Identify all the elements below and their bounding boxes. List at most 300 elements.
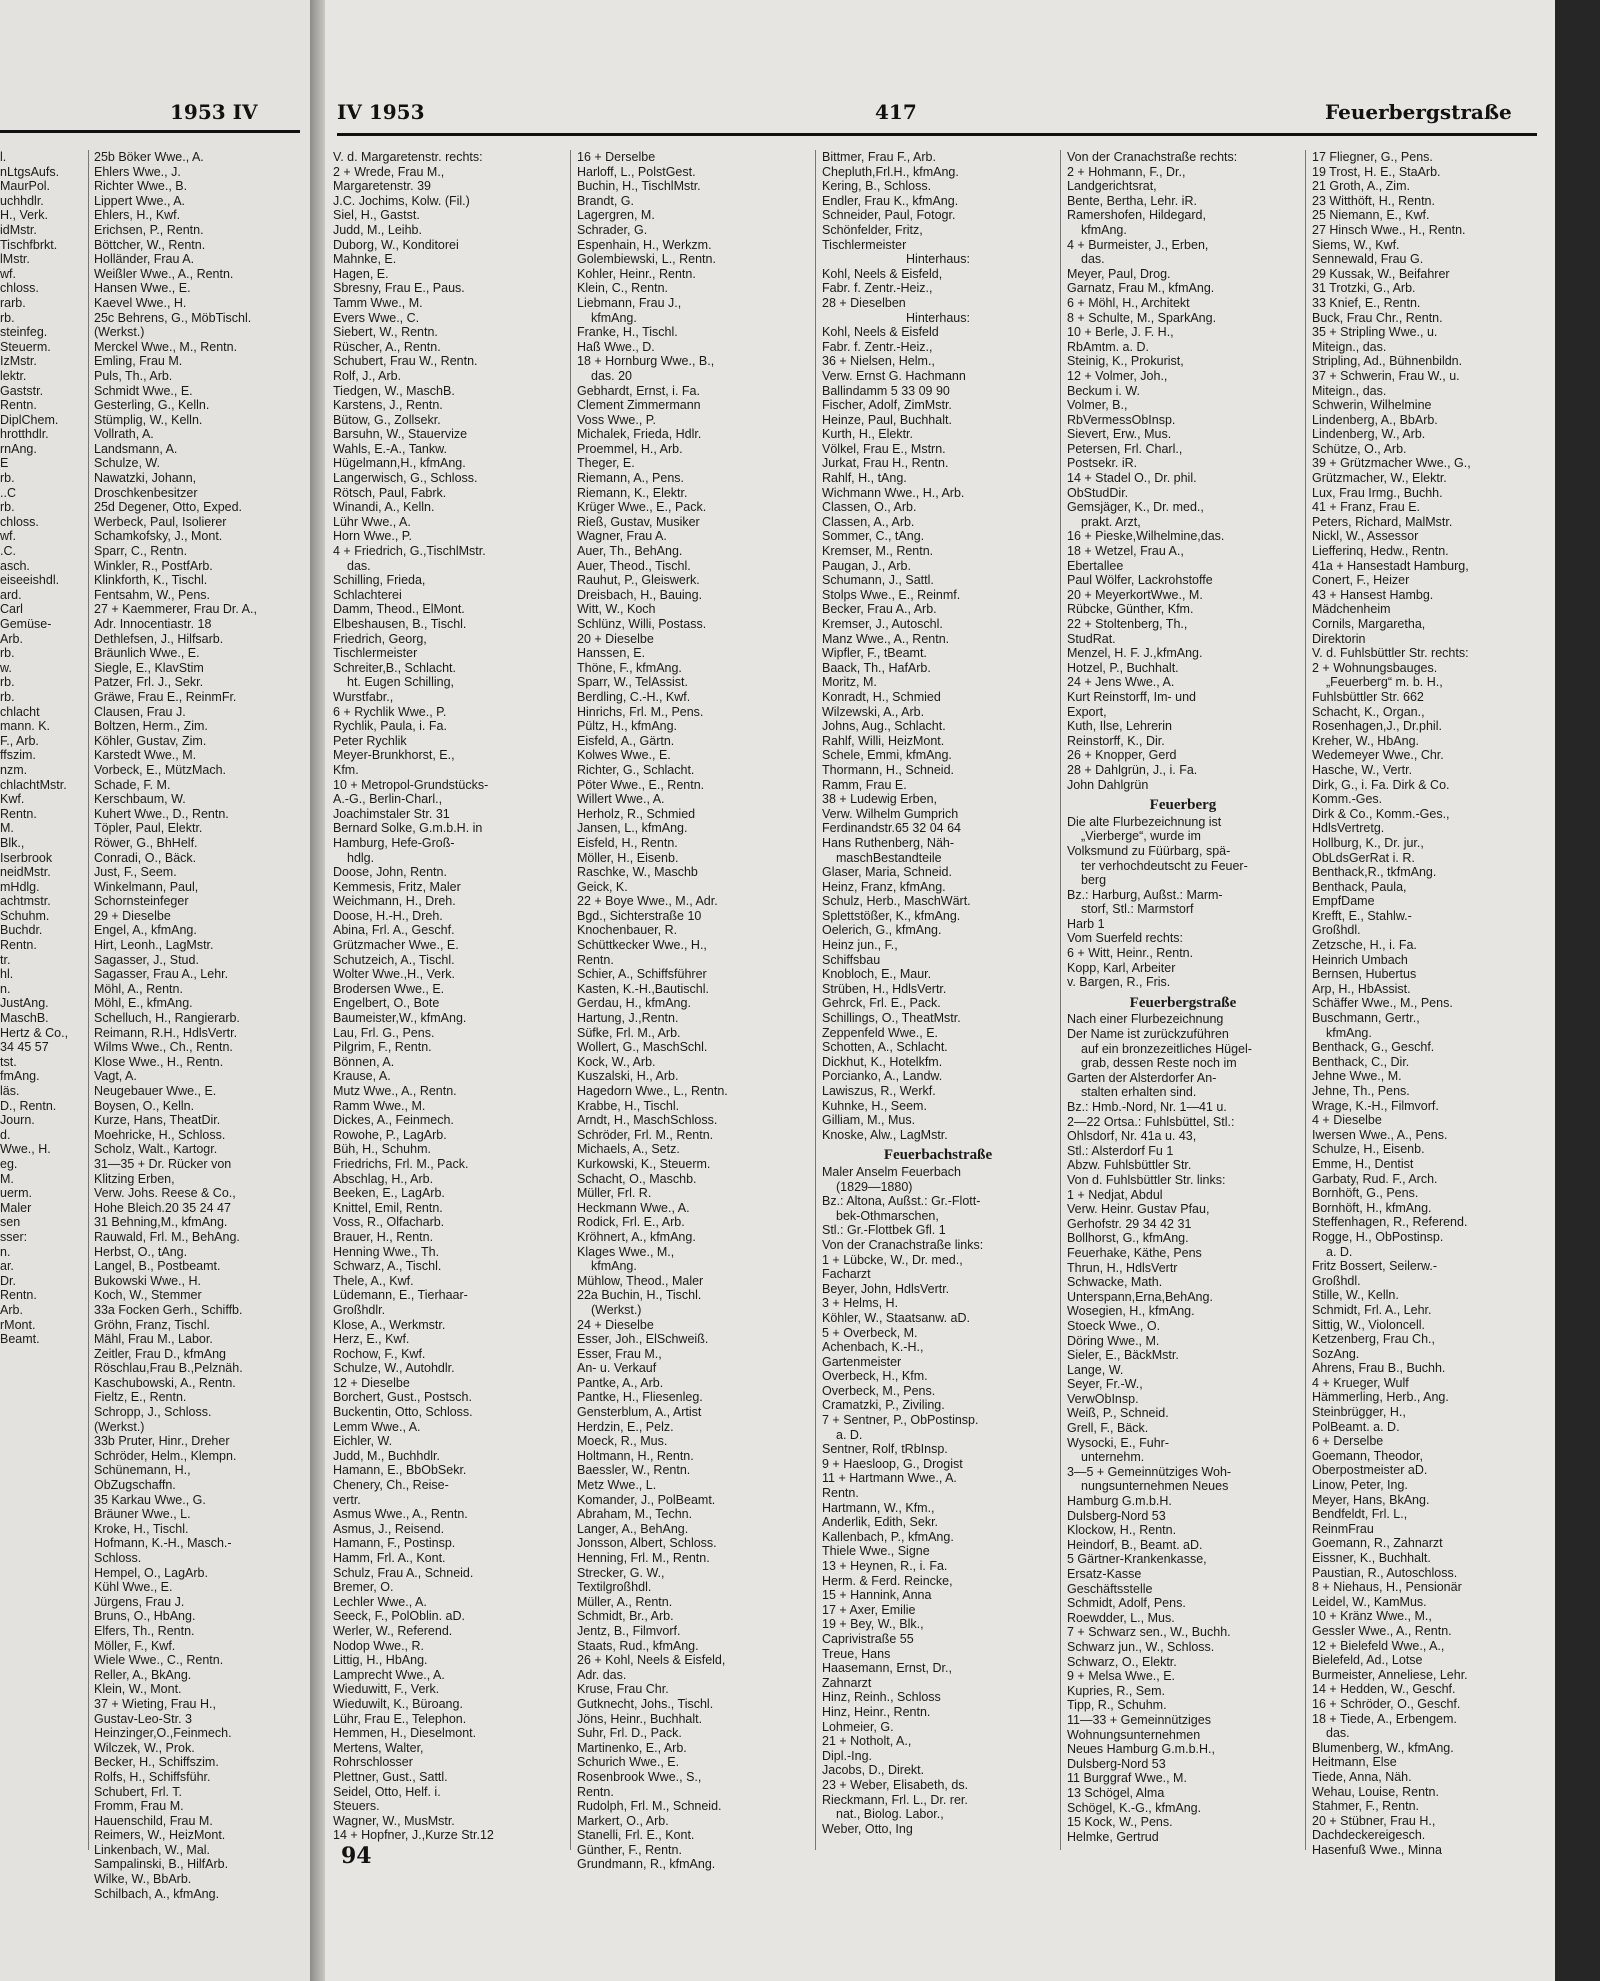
directory-entry: Bönnen, A. <box>333 1054 395 1069</box>
directory-entry: Henning Wwe., Th. <box>333 1244 440 1259</box>
directory-entry: Iserbrook <box>0 850 53 865</box>
directory-entry: Steuers. <box>333 1799 380 1814</box>
directory-entry: das. <box>1081 252 1105 267</box>
directory-entry: Miteign., das. <box>1312 383 1387 398</box>
directory-entry: A.-G., Berlin-Charl., <box>333 792 443 807</box>
directory-entry: MaschB. <box>0 1011 49 1026</box>
directory-entry: Köhler, Gustav, Zim. <box>94 733 207 748</box>
directory-entry: Rahlf, Willi, HeizMont. <box>822 733 945 748</box>
directory-entry: Schuhm. <box>0 908 50 923</box>
directory-entry: n. <box>0 981 11 996</box>
directory-entry: Kuth, Ilse, Lehrerin <box>1067 719 1172 734</box>
directory-entry: Pültz, H., kfmAng. <box>577 719 678 734</box>
directory-entry: Tipp, R., Schuhm. <box>1067 1698 1167 1713</box>
directory-entry: Blumenberg, W., kfmAng. <box>1312 1740 1454 1755</box>
directory-entry: Seyer, Fr.-W., <box>1067 1377 1143 1392</box>
directory-entry: Koch, W., Stemmer <box>94 1288 202 1303</box>
directory-entry: Schornsteinfeger <box>94 894 189 909</box>
directory-entry: rb. <box>0 500 15 515</box>
directory-entry: EmpfDame <box>1312 894 1375 909</box>
directory-entry: Knoske, Alw., LagMstr. <box>822 1127 948 1142</box>
directory-entry: Dulsberg-Nord 53 <box>1067 1756 1166 1771</box>
directory-entry: Kurth, H., Elektr. <box>822 427 914 442</box>
directory-entry: Emme, H., Dentist <box>1312 1156 1414 1171</box>
directory-entry: Mühlow, Theod., Maler <box>577 1273 704 1288</box>
directory-entry: PolBeamt. a. D. <box>1312 1419 1400 1434</box>
directory-entry: Beamt. <box>0 1332 40 1347</box>
directory-entry: Pantke, A., Arb. <box>577 1375 664 1390</box>
directory-entry: Jacobs, D., Direkt. <box>822 1763 925 1778</box>
directory-entry: Hempel, O., LagArb. <box>94 1565 208 1580</box>
directory-entry: Schubert, Frau W., Rentn. <box>333 354 478 369</box>
directory-entry: Caprivistraße 55 <box>822 1631 914 1646</box>
directory-entry: Hertz & Co., <box>0 1025 69 1040</box>
directory-entry: Porcianko, A., Landw. <box>822 1069 943 1084</box>
directory-entry: (Werkst.) <box>94 325 145 340</box>
directory-entry: Krabbe, H., Tischl. <box>577 1098 680 1113</box>
directory-entry: Gebhardt, Ernst, i. Fa. <box>577 383 700 398</box>
directory-entry: a. D. <box>836 1427 863 1442</box>
directory-entry: Tischfbrkt. <box>0 237 58 252</box>
directory-entry: Ehlers Wwe., J. <box>94 164 181 179</box>
directory-entry: Schropp, J., Schloss. <box>94 1405 212 1420</box>
directory-entry: Haß Wwe., D. <box>577 339 655 354</box>
directory-entry: Jurkat, Frau H., Rentn. <box>822 456 949 471</box>
directory-entry: Maler <box>0 1200 32 1215</box>
directory-entry: Fritz Bossert, Seilerw.- <box>1312 1259 1438 1274</box>
directory-entry: Anderlik, Edith, Sekr. <box>822 1515 939 1530</box>
directory-entry: wf. <box>0 266 16 281</box>
directory-entry: 33 Knief, E., Rentn. <box>1312 295 1421 310</box>
directory-entry: Schloss. <box>94 1551 142 1565</box>
directory-entry: Kemmesis, Fritz, Maler <box>333 879 461 894</box>
directory-entry: Komander, J., PolBeamt. <box>577 1492 716 1507</box>
directory-entry: 3 + Helms, H. <box>822 1296 899 1311</box>
directory-entry: Unterspann,Erna,BehAng. <box>1067 1289 1213 1304</box>
directory-entry: Wurstfabr., <box>333 689 394 704</box>
directory-entry: Asmus Wwe., A., Rentn. <box>333 1507 468 1522</box>
directory-entry: Schacht, O., Maschb. <box>577 1171 697 1186</box>
directory-entry: Kerschbaum, W. <box>94 792 186 807</box>
directory-entry: 10 + Berle, J. F. H., <box>1067 325 1174 340</box>
directory-entry: Harb 1 <box>1067 916 1105 931</box>
directory-entry: 31—35 + Dr. Rücker von <box>94 1156 232 1171</box>
directory-entry: Rübcke, Günther, Kfm. <box>1067 602 1194 617</box>
directory-entry: Hämmerling, Herb., Ang. <box>1312 1390 1449 1405</box>
directory-entry: Emling, Frau M. <box>94 354 183 369</box>
directory-entry: Glaser, Maria, Schneid. <box>822 865 952 880</box>
directory-entry: Kurkowski, K., Steuerm. <box>577 1156 711 1171</box>
directory-entry: rnAng. <box>0 441 37 456</box>
directory-entry: Clement Zimmermann <box>577 398 701 413</box>
directory-entry: sen <box>0 1215 21 1230</box>
directory-entry: Engel, A., kfmAng. <box>94 923 197 938</box>
directory-entry: Adr. das. <box>577 1667 627 1682</box>
directory-entry: Wolter Wwe.,H., Verk. <box>333 967 456 982</box>
directory-entry: Thöne, F., kfmAng. <box>577 660 682 675</box>
directory-entry: Tischlermeister <box>333 646 418 661</box>
directory-entry: Stanelli, Frl. E., Kont. <box>577 1828 695 1843</box>
directory-entry: 11 + Hartmann Wwe., A. <box>822 1471 957 1486</box>
directory-entry: Gartenmeister <box>822 1354 902 1369</box>
directory-entry: Berdling, C.-H., Kwf. <box>577 689 691 704</box>
directory-entry: SozAng. <box>1312 1346 1360 1361</box>
directory-entry: Just, F., Seem. <box>94 865 177 880</box>
directory-entry: Jöns, Heinr., Buchhalt. <box>577 1711 703 1726</box>
directory-entry: Droschkenbesitzer <box>94 485 198 500</box>
directory-entry: Völkel, Frau E., Mstrn. <box>822 441 946 456</box>
directory-entry: Bielefeld, Ad., Lotse <box>1312 1653 1423 1668</box>
directory-entry: Horn Wwe., P. <box>333 529 412 544</box>
directory-entry: 4 + Friedrich, G.,TischlMstr. <box>333 544 486 559</box>
directory-entry: 14 + Stadel O., Dr. phil. <box>1067 471 1197 486</box>
directory-entry: Bente, Bertha, Lehr. iR. <box>1067 193 1197 208</box>
directory-entry: Krüger Wwe., E., Pack. <box>577 500 707 515</box>
directory-entry: Bendfeldt, Frl. L., <box>1312 1507 1408 1522</box>
directory-entry: Dickhut, K., Hotelkfm. <box>822 1054 943 1069</box>
directory-entry: Doose, H.-H., Dreh. <box>333 908 443 923</box>
directory-entry: 16 + Pieske,Wilhelmine,das. <box>1067 529 1225 544</box>
directory-entry: Mähl, Frau M., Labor. <box>94 1332 213 1347</box>
directory-entry: Sparr, W., TelAssist. <box>577 675 688 690</box>
directory-entry: Journ. <box>0 1113 35 1128</box>
directory-entry: Baumeister,W., kfmAng. <box>333 1011 467 1026</box>
column-divider <box>88 150 89 1850</box>
directory-entry: Garnatz, Frau M., kfmAng. <box>1067 281 1215 296</box>
directory-entry: Heinze, Paul, Buchhalt. <box>822 412 952 427</box>
directory-entry: uchhdlr. <box>0 193 44 208</box>
directory-entry: Damm, Theod., ElMont. <box>333 602 465 617</box>
directory-entry: Vagt, A. <box>94 1069 137 1084</box>
directory-entry: Ahrens, Frau B., Buchh. <box>1312 1361 1446 1376</box>
directory-entry: Rentn. <box>0 1288 37 1303</box>
directory-column-1 <box>333 150 565 1843</box>
directory-entry: Wipfler, F., tBeamt. <box>822 646 927 661</box>
directory-entry: Dulsberg-Nord 53 <box>1067 1508 1166 1523</box>
directory-entry: Paustian, R., Autoschloss. <box>1312 1565 1458 1580</box>
directory-entry: Ballindamm 5 33 09 90 <box>822 383 950 398</box>
right-page-header-left: IV 1953 <box>337 100 425 124</box>
directory-entry: Liefferinq, Hedw., Rentn. <box>1312 544 1449 559</box>
directory-entry: VerwObInsp. <box>1067 1391 1139 1406</box>
directory-entry: kfmAng. <box>591 1259 637 1274</box>
directory-entry: Theger, E. <box>577 456 635 471</box>
directory-entry: Linow, Peter, Ing. <box>1312 1478 1408 1493</box>
directory-entry: Schulz, Herb., MaschWärt. <box>822 894 971 909</box>
directory-entry: Lindenberg, W., Arb. <box>1312 427 1426 442</box>
directory-entry: Buckentin, Otto, Schloss. <box>333 1405 473 1420</box>
directory-entry: Winandi, A., Kelln. <box>333 500 435 515</box>
directory-entry: Brauer, H., Rentn. <box>333 1229 434 1244</box>
directory-entry: Chepluth,Frl.H., kfmAng. <box>822 164 959 179</box>
directory-entry: 41a + Hansestadt Hamburg, <box>1312 558 1469 573</box>
directory-entry: 22 + Boye Wwe., M., Adr. <box>577 894 718 909</box>
directory-entry: Klose Wwe., H., Rentn. <box>94 1054 224 1069</box>
directory-entry: Landgerichtsrat, <box>1067 179 1157 194</box>
directory-entry: Stahmer, F., Rentn. <box>1312 1799 1419 1814</box>
directory-entry: Sampalinski, B., HilfArb. <box>94 1857 229 1872</box>
directory-entry: 19 + Bey, W., Blk., <box>822 1617 924 1632</box>
directory-entry: Judd, M., Leihb. <box>333 222 422 237</box>
directory-entry: Wilzewski, A., Arb. <box>822 704 925 719</box>
directory-entry: Dirk, G., i. Fa. Dirk & Co. <box>1312 777 1450 792</box>
directory-entry: Peter Rychlik <box>333 733 407 748</box>
directory-entry: Jentz, B., Filmvorf. <box>577 1623 681 1638</box>
directory-entry: 2 + Wrede, Frau M., <box>333 164 445 179</box>
directory-entry: 27 Hinsch Wwe., H., Rentn. <box>1312 222 1466 237</box>
directory-entry: Röwer, G., BhHelf. <box>94 835 198 850</box>
directory-entry: Steffenhagen, R., Referend. <box>1312 1215 1468 1230</box>
directory-entry: Seidel, Otto, Helf. i. <box>333 1784 441 1799</box>
directory-entry: Mertens, Walter, <box>333 1740 424 1755</box>
directory-entry: 18 + Wetzel, Frau A., <box>1067 544 1184 559</box>
directory-entry: 6 + Rychlik Wwe., P. <box>333 704 447 719</box>
directory-entry: Schulze, W., Autohdlr. <box>333 1361 455 1376</box>
directory-entry: ObStudDir. <box>1067 485 1129 500</box>
directory-entry: Schreiter,B., Schlacht. <box>333 660 456 675</box>
directory-column-3 <box>822 150 1054 1836</box>
directory-entry: Sittig, W., Violoncell. <box>1312 1317 1426 1332</box>
directory-entry: Thele, A., Kwf. <box>333 1273 414 1288</box>
directory-entry: Stoeck Wwe., O. <box>1067 1318 1161 1333</box>
directory-entry: Schlachterei <box>333 587 402 602</box>
directory-entry: Hagedorn Wwe., L., Rentn. <box>577 1084 728 1098</box>
directory-entry: Auer, Th., BehAng. <box>577 544 683 559</box>
directory-entry: Hirt, Leonh., LagMstr. <box>94 938 214 953</box>
directory-entry: Karstens, J., Rentn. <box>333 398 443 413</box>
directory-entry: JustAng. <box>0 996 49 1011</box>
directory-entry: Schmidt Wwe., E. <box>94 383 193 398</box>
left-column-fragment <box>0 150 82 1347</box>
directory-entry: Ramm, Frau E. <box>822 777 907 792</box>
directory-entry: Tischlermeister <box>822 237 907 252</box>
directory-entry: hdlg. <box>347 850 375 865</box>
directory-entry: Schmidt, Adolf, Pens. <box>1067 1596 1186 1611</box>
directory-entry: Wollert, G., MaschSchl. <box>577 1040 708 1055</box>
directory-entry: Weiß, P., Schneid. <box>1067 1406 1169 1421</box>
directory-entry: Schurich Wwe., E. <box>577 1755 680 1770</box>
directory-entry: Möhl, A., Rentn. <box>94 981 183 996</box>
directory-entry: Möhl, E., kfmAng. <box>94 996 193 1011</box>
directory-entry: Feuerhake, Käthe, Pens <box>1067 1245 1202 1260</box>
directory-entry: Leidel, W., KamMus. <box>1312 1594 1427 1609</box>
directory-entry: ..C <box>0 485 16 500</box>
directory-entry: steinfeg. <box>0 325 48 340</box>
directory-entry: Rieckmann, Frl. L., Dr. rer. <box>822 1792 968 1807</box>
scan-edge <box>1555 0 1600 1981</box>
directory-entry: Wagner, W., MusMstr. <box>333 1813 455 1828</box>
directory-entry: Hasche, W., Vertr. <box>1312 762 1413 777</box>
directory-entry: Rötsch, Paul, Fabrk. <box>333 485 447 500</box>
directory-entry: Hauenschild, Frau M. <box>94 1813 213 1828</box>
directory-entry: ht. Eugen Schilling, <box>347 675 455 690</box>
directory-entry: Heindorf, B., Beamt. aD. <box>1067 1537 1203 1552</box>
directory-entry: (Werkst.) <box>591 1302 642 1317</box>
directory-entry: 6 + Witt, Heinr., Rentn. <box>1067 946 1194 961</box>
directory-entry: Herbst, O., tAng. <box>94 1244 188 1259</box>
directory-entry: Ramershofen, Hildegard, <box>1067 208 1206 223</box>
directory-entry: Neues Hamburg G.m.b.H., <box>1067 1742 1215 1757</box>
directory-entry: Wieduwilt, K., Büroang. <box>333 1696 463 1711</box>
directory-entry: (Werkst.) <box>94 1419 145 1434</box>
directory-entry: Haasemann, Ernst, Dr., <box>822 1661 952 1676</box>
directory-entry: rMont. <box>0 1317 36 1332</box>
directory-entry: d. <box>0 1127 11 1142</box>
directory-entry: 11—33 + Gemeinnütziges <box>1067 1712 1211 1727</box>
directory-column-2 <box>577 150 809 1872</box>
directory-entry: Heinz, Franz, kfmAng. <box>822 879 946 894</box>
directory-entry: Wwe., H. <box>0 1142 51 1157</box>
directory-entry: Möller, H., Eisenb. <box>577 850 679 865</box>
directory-entry: Wiele Wwe., C., Rentn. <box>94 1653 224 1668</box>
directory-entry: Lühr, Frau E., Telephon. <box>333 1711 467 1726</box>
directory-entry: Büh, H., Schuhm. <box>333 1142 431 1157</box>
directory-entry: Meyer, Hans, BkAng. <box>1312 1492 1430 1507</box>
directory-entry: Suhr, Frl. D., Pack. <box>577 1726 682 1741</box>
directory-entry: Gilliam, M., Mus. <box>822 1113 916 1128</box>
directory-entry: Rochow, F., Kwf. <box>333 1346 426 1361</box>
directory-entry: Schüttkecker Wwe., H., <box>577 938 707 953</box>
directory-entry: Evers Wwe., C. <box>333 310 420 325</box>
directory-entry: Esser, Frau M., <box>577 1346 662 1361</box>
directory-entry: Von der Cranachstraße rechts: <box>1067 150 1238 164</box>
directory-entry: StudRat. <box>1067 631 1116 646</box>
directory-entry: Kaschubowski, A., Rentn. <box>94 1375 236 1390</box>
directory-entry: Ramm Wwe., M. <box>333 1098 426 1113</box>
directory-entry: Reinstorff, K., Dir. <box>1067 733 1165 748</box>
directory-entry: Abzw. Fuhlsbüttler Str. <box>1067 1158 1192 1173</box>
directory-entry: An- u. Verkauf <box>577 1361 657 1376</box>
directory-entry: Bräunlich Wwe., E. <box>94 646 200 661</box>
directory-entry: 25b Böker Wwe., A. <box>94 150 204 164</box>
directory-entry: 33a Focken Gerh., Schiffb. <box>94 1302 243 1317</box>
directory-entry: Kwf. <box>0 792 25 807</box>
directory-entry: Knobloch, E., Maur. <box>822 967 932 982</box>
directory-entry: Schiffsbau <box>822 952 881 967</box>
directory-entry: 12 + Dieselbe <box>333 1375 410 1390</box>
directory-entry: M. <box>0 1171 14 1186</box>
directory-entry: Elbeshausen, B., Tischl. <box>333 617 467 631</box>
directory-entry: 22 + Stoltenberg, Th., <box>1067 617 1188 631</box>
directory-entry: 26 + Knopper, Gerd <box>1067 748 1177 763</box>
directory-entry: Kopp, Karl, Arbeiter <box>1067 960 1176 975</box>
directory-entry: Oberpostmeister aD. <box>1312 1463 1428 1478</box>
directory-entry: HdlsVertretg. <box>1312 821 1385 836</box>
directory-entry: Schade, F. M. <box>94 777 171 792</box>
directory-entry: 15 Kock, W., Pens. <box>1067 1815 1173 1830</box>
directory-entry: Klages Wwe., M., <box>577 1244 675 1259</box>
directory-entry: Konradt, H., Schmied <box>822 689 941 704</box>
directory-entry: Neugebauer Wwe., E. <box>94 1084 217 1098</box>
directory-entry: Barsuhn, W., Stauervize <box>333 427 468 442</box>
directory-entry: Bütow, G., Zollsekr. <box>333 412 441 427</box>
directory-entry: 24 + Dieselbe <box>577 1317 654 1332</box>
directory-entry: Kremser, M., Rentn. <box>822 544 934 559</box>
directory-entry: 22a Buchin, H., Tischl. <box>577 1288 702 1303</box>
directory-entry: 28 + Dahlgrün, J., i. Fa. <box>1067 762 1198 777</box>
directory-entry: nLtgsAufs. <box>0 164 60 179</box>
directory-entry: Schütze, O., Arb. <box>1312 441 1407 456</box>
directory-entry: Bz.: Altona, Außst.: Gr.-Flott- <box>822 1194 981 1209</box>
directory-entry: Zahnarzt <box>822 1675 872 1690</box>
directory-entry: Hügelmann,H., kfmAng. <box>333 456 466 471</box>
directory-entry: tst. <box>0 1054 17 1069</box>
directory-entry: Rosenhagen,J., Dr.phil. <box>1312 719 1442 734</box>
directory-entry: Strüben, H., HdlsVertr. <box>822 981 947 996</box>
directory-entry: Plettner, Gust., Sattl. <box>333 1769 448 1784</box>
directory-entry: Thiele Wwe., Signe <box>822 1544 930 1559</box>
directory-entry: H., Verk. <box>0 208 48 223</box>
directory-entry: grab, dessen Reste noch im <box>1081 1056 1237 1071</box>
directory-column-5 <box>1312 150 1544 1857</box>
directory-entry: Schneider, Paul, Fotogr. <box>822 208 956 223</box>
directory-entry: Doose, John, Rentn. <box>333 865 447 880</box>
directory-entry: 8 + Niehaus, H., Pensionär <box>1312 1580 1462 1595</box>
directory-entry: Wohnungsunternehmen <box>1067 1727 1201 1742</box>
directory-entry: 2—22 Ortsa.: Fuhlsbüttel, Stl.: <box>1067 1114 1235 1129</box>
directory-entry: Schulze, H., Eisenb. <box>1312 1142 1425 1157</box>
directory-entry: achtmstr. <box>0 894 51 909</box>
directory-entry: Krefft, E., Stahlw.- <box>1312 908 1412 923</box>
directory-entry: Rolfs, H., Schiffsführ. <box>94 1769 211 1784</box>
directory-entry: Export, <box>1067 704 1107 719</box>
directory-entry: Classen, A., Arb. <box>822 514 915 529</box>
directory-entry: Witt, W., Koch <box>577 602 656 617</box>
directory-entry: RbAmtm. a. D. <box>1067 339 1149 354</box>
directory-entry: Facharzt <box>822 1267 871 1282</box>
directory-entry: 17 + Axer, Emilie <box>822 1602 916 1617</box>
directory-entry: Merckel Wwe., M., Rentn. <box>94 339 238 354</box>
directory-entry: Weichmann, H., Dreh. <box>333 894 456 909</box>
directory-entry: Burmeister, Anneliese, Lehr. <box>1312 1667 1468 1682</box>
directory-entry: Geick, K. <box>577 879 628 894</box>
directory-entry: Endler, Frau K., kfmAng. <box>822 193 959 208</box>
directory-entry: Boysen, O., Kelln. <box>94 1098 195 1113</box>
directory-entry: nat., Biolog. Labor., <box>836 1807 944 1822</box>
directory-entry: E <box>0 456 9 471</box>
directory-entry: 13 + Heynen, R., i. Fa. <box>822 1559 948 1573</box>
directory-entry: 4 + Krueger, Wulf <box>1312 1375 1409 1390</box>
directory-entry: Röschlau,Frau B.,Pelznäh. <box>94 1361 243 1376</box>
directory-entry: Bittmer, Frau F., Arb. <box>822 150 936 164</box>
directory-entry: Müller, A., Rentn. <box>577 1594 673 1609</box>
directory-entry: John Dahlgrün <box>1067 777 1149 792</box>
directory-entry: Lawiszus, R., Werkf. <box>822 1084 936 1098</box>
directory-entry: Pantke, H., Fliesenleg. <box>577 1390 703 1405</box>
directory-entry: Süfke, Frl. M., Arb. <box>577 1025 681 1040</box>
directory-entry: Stille, W., Kelln. <box>1312 1288 1399 1303</box>
directory-entry: Schwarz, O., Elektr. <box>1067 1654 1177 1669</box>
directory-entry: Langer, A., BehAng. <box>577 1521 689 1536</box>
directory-entry: Benthack, C., Dir. <box>1312 1054 1410 1069</box>
directory-entry: Friedrich, Georg, <box>333 631 427 646</box>
directory-entry: Günther, F., Rentn. <box>577 1842 682 1857</box>
directory-entry: Schutzeich, A., Tischl. <box>333 952 455 967</box>
directory-entry: Schmidt, Br., Arb. <box>577 1609 674 1624</box>
directory-entry: Zeppenfeld Wwe., E. <box>822 1025 939 1040</box>
directory-entry: Kuhert Wwe., D., Rentn. <box>94 806 229 821</box>
directory-entry: 5 + Overbeck, M. <box>822 1325 918 1340</box>
directory-entry: Schäffer Wwe., M., Pens. <box>1312 996 1453 1011</box>
directory-entry: Meyer, Paul, Drog. <box>1067 266 1171 281</box>
directory-entry: idMstr. <box>0 222 37 237</box>
directory-entry: Schilbach, A., kfmAng. <box>94 1886 220 1901</box>
directory-entry: Lux, Frau Irmg., Buchh. <box>1312 485 1443 500</box>
directory-entry: 15 + Hannink, Anna <box>822 1588 932 1603</box>
directory-entry: Heitmann, Else <box>1312 1755 1397 1770</box>
directory-entry: Tamm Wwe., M. <box>333 295 423 310</box>
directory-entry: Gehrck, Frl. E., Pack. <box>822 996 941 1011</box>
